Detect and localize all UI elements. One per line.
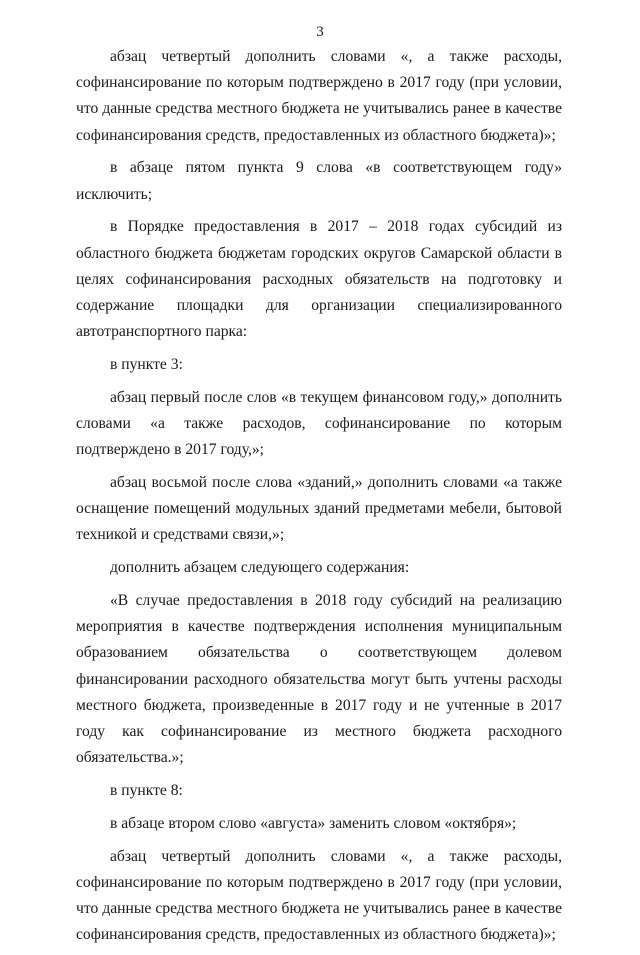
paragraph-10: в абзаце втором слово «августа» заменить словом «октября»; (110, 814, 517, 832)
paragraph-9: в пункте 8: (110, 782, 183, 800)
paragraph-5: абзац первый после слов «в текущем финансовом году,» дополнить словами «а также расходов, софинансирование по которым подтверждено в 2017 году,»; (76, 388, 562, 459)
paragraph-2: в абзаце пятом пункта 9 слова «в соответствующем году» исключить; (76, 159, 562, 203)
paragraph-3: в Порядке предоставления в 2017 – 2018 годах субсидий из областного бюджета бюджетам городских округов Самарской области в целях софинансирования расходных обязательств на подготовку и содержание площадки для организации специализированного автотранспортного парка: (76, 218, 562, 341)
paragraph-8: «В случае предоставления в 2018 году субсидий на реализацию мероприятия в качестве подтверждения исполнения муниципальным образованием обязательства о соответствующем долевом финансировании расходного обязательства могут быть учтены расходы местного бюджета, произведенные в 2017 году и не учтенные в 2017 году как софинансирование из местного бюджета расходного обязательства.»; (76, 592, 562, 767)
paragraph-6: абзац восьмой после слова «зданий,» дополнить словами «а также оснащение помещений модульных зданий предметами мебели, бытовой техникой и средствами связи,»; (76, 474, 562, 544)
page-number: 3 (316, 24, 324, 40)
paragraph-11: абзац четвертый дополнить словами «, а также расходы, софинансирование по которым подтверждено в 2017 году (при условии, что данные средства местного бюджета не учитывались ранее в качестве софинансирования средств, предоставленных из областного бюджета)»; (76, 847, 562, 944)
paragraph-1: абзац четвертый дополнить словами «, а также расходы, софинансирование по которым подтверждено в 2017 году (при условии, что данные средства местного бюджета не учитывались ранее в качестве софинансирования средств, предоставленных из областного бюджета)»; (76, 48, 562, 144)
paragraph-4: в пункте 3: (110, 356, 183, 374)
document-body (76, 44, 562, 955)
paragraph-7: дополнить абзацем следующего содержания: (110, 559, 410, 577)
